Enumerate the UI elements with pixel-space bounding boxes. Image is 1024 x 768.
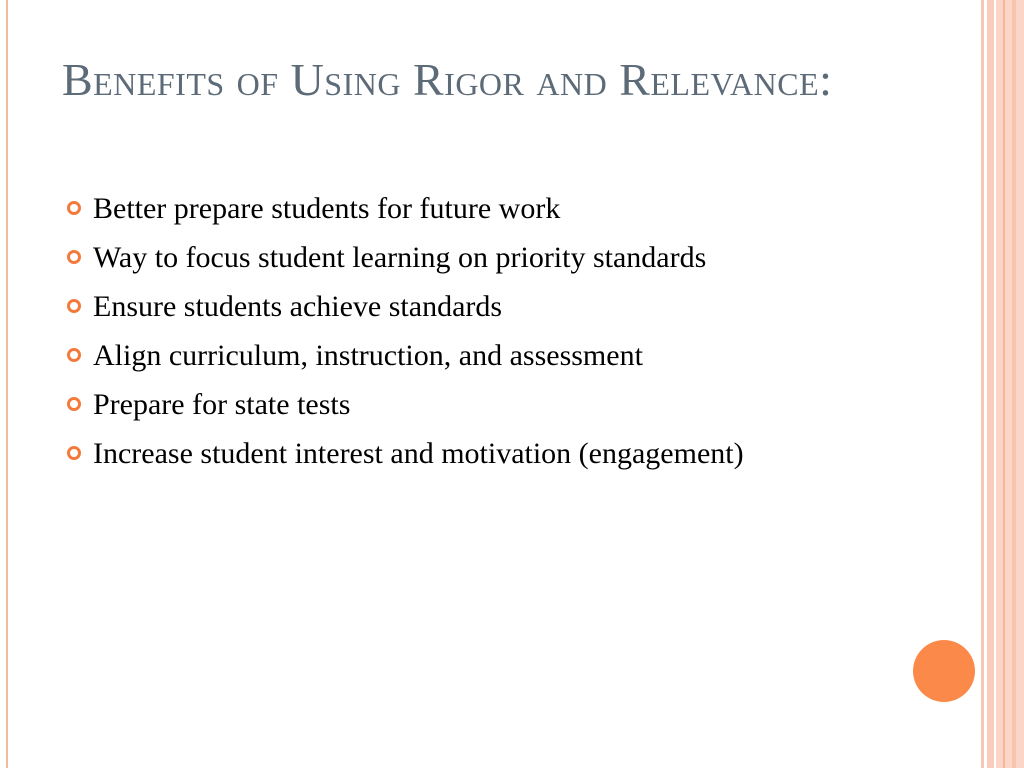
slide-title: Benefits of Using Rigor and Relevance: [62, 54, 833, 105]
bullet-list [64, 188, 924, 482]
hollow-circle-bullet-icon [67, 250, 81, 264]
list-item [64, 188, 924, 229]
list-item [64, 384, 924, 425]
right-stripe-3 [996, 0, 1024, 768]
list-item [64, 286, 924, 327]
bullet-text: Better prepare students for future work [93, 192, 561, 225]
list-item [64, 237, 924, 278]
right-stripe-2 [987, 0, 994, 768]
bullet-text: Increase student interest and motivation (engagement) [93, 437, 744, 470]
right-stripe-1 [981, 0, 984, 768]
hollow-circle-bullet-icon [67, 446, 81, 460]
hollow-circle-bullet-icon [67, 201, 81, 215]
hollow-circle-bullet-icon [67, 299, 81, 313]
right-stripe-inner-1 [1003, 0, 1005, 768]
orange-circle-icon [913, 640, 975, 702]
bullet-text: Align curriculum, instruction, and assessment [93, 339, 643, 372]
right-stripe-inner-2 [1012, 0, 1016, 768]
bullet-text: Prepare for state tests [93, 388, 351, 421]
hollow-circle-bullet-icon [67, 397, 81, 411]
list-item [64, 335, 924, 376]
left-border-line [6, 0, 8, 768]
bullet-text: Way to focus student learning on priority standards [93, 241, 707, 274]
list-item [64, 433, 924, 474]
hollow-circle-bullet-icon [67, 348, 81, 362]
bullet-text: Ensure students achieve standards [93, 290, 503, 323]
